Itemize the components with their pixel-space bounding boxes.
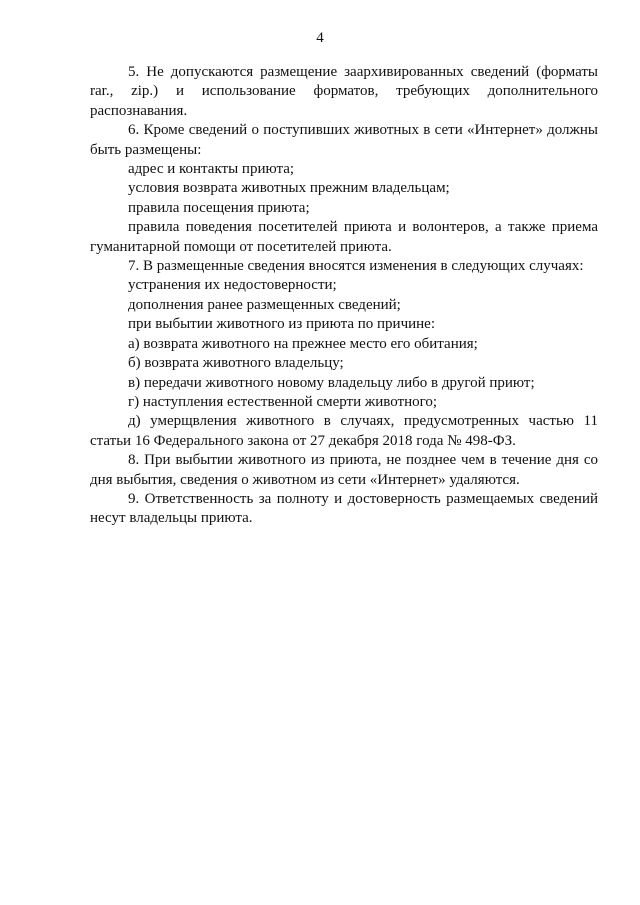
list-item-visiting-rules: правила посещения приюта;: [128, 199, 310, 216]
list-item-a: а) возврата животного на прежнее место его обитания;: [128, 335, 478, 352]
list-item-correction: устранения их недостоверности;: [128, 277, 337, 294]
paragraph-8: 8. При выбытии животного из приюта, не позднее чем в течение дня со дня выбытия, сведения о животном из сети «Интернет» удаляются.: [90, 452, 598, 488]
list-item-b: б) возврата животного владельцу;: [128, 355, 344, 372]
paragraph-5: 5. Не допускаются размещение заархивированных сведений (форматы rar., zip.) и использование форматов, требующих дополнительного распознавания.: [90, 64, 598, 119]
list-item-shelter-address: адрес и контакты приюта;: [128, 161, 295, 178]
list-item-behavior-rules: правила поведения посетителей приюта и волонтеров, а также приема гуманитарной помощи от посетителей приюта.: [90, 219, 598, 255]
list-item-g: г) наступления естественной смерти животного;: [128, 393, 438, 410]
paragraph-6: 6. Кроме сведений о поступивших животных в сети «Интернет» должны быть размещены:: [90, 122, 598, 158]
list-item-v: в) передачи животного новому владельцу либо в другой приют;: [128, 374, 535, 391]
list-item-d: д) умерщвления животного в случаях, предусмотренных частью 11 статьи 16 Федерального закона от 27 декабря 2018 года № 498-ФЗ.: [90, 413, 598, 449]
list-item-departure: при выбытии животного из приюта по причине:: [128, 316, 435, 333]
paragraph-9: 9. Ответственность за полноту и достоверность размещаемых сведений несут владельцы приюта.: [90, 490, 598, 527]
list-item-return-conditions: условия возврата животных прежним владельцам;: [128, 180, 450, 197]
page-number: 4: [316, 30, 324, 46]
list-item-supplement: дополнения ранее размещенных сведений;: [128, 296, 401, 313]
paragraph-7: 7. В размещенные сведения вносятся изменения в следующих случаях:: [128, 258, 584, 275]
document-body: [90, 63, 598, 529]
